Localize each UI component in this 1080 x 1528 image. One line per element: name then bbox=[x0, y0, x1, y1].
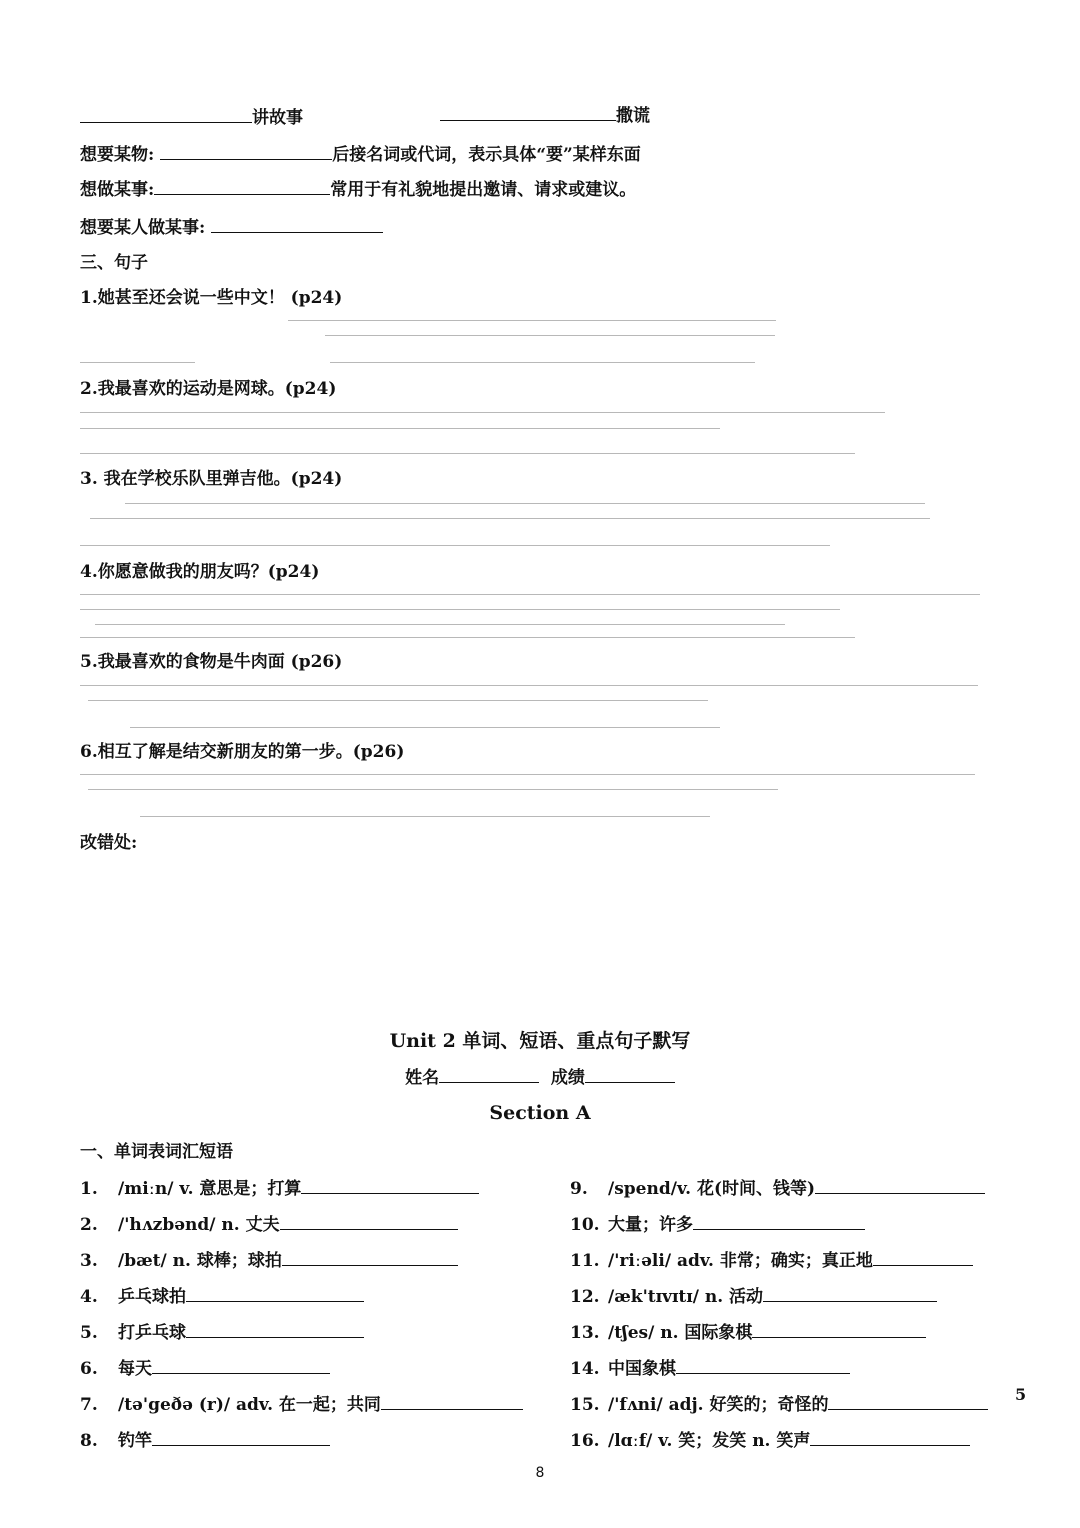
sentence-5: 5.我最喜欢的食物是牛肉面 (p26) bbox=[80, 652, 343, 672]
page-number: 8 bbox=[535, 1465, 545, 1481]
answer-blank[interactable] bbox=[763, 1285, 937, 1302]
sentence-1: 1.她甚至还会说一些中文！ (p24) bbox=[80, 288, 343, 308]
margin-page-number: 5 bbox=[1015, 1385, 1027, 1404]
phrase-tell-story: 讲故事 bbox=[80, 106, 303, 129]
answer-blank[interactable] bbox=[693, 1213, 865, 1230]
vocab-item: 13. /tʃes/ n. 国际象棋 bbox=[570, 1321, 926, 1344]
vocab-item: 2. /'hʌzbənd/ n. 丈夫 bbox=[80, 1213, 458, 1236]
phrase-lie: 撒谎 bbox=[440, 104, 650, 127]
writing-line[interactable] bbox=[288, 320, 776, 321]
answer-blank[interactable] bbox=[752, 1321, 926, 1338]
answer-blank[interactable] bbox=[280, 1213, 458, 1230]
sentence-6: 6.相互了解是结交新朋友的第一步。(p26) bbox=[80, 742, 405, 762]
answer-blank[interactable] bbox=[152, 1429, 330, 1446]
vocab-item: 7. /tə'geðə (r)/ adv. 在一起；共同 bbox=[80, 1393, 523, 1416]
writing-line[interactable] bbox=[80, 685, 978, 686]
writing-line[interactable] bbox=[90, 518, 930, 519]
prompt-want-to-do: 想做某事: 常用于有礼貌地提出邀请、请求或建议。 bbox=[80, 180, 637, 200]
prompt-want-someone-to-do: 想要某人做某事: bbox=[80, 216, 383, 239]
answer-blank[interactable] bbox=[152, 1357, 330, 1374]
vocab-item: 12. /æk'tɪvɪtɪ/ n. 活动 bbox=[570, 1285, 937, 1308]
score-label: 成绩 bbox=[550, 1068, 585, 1088]
writing-line[interactable] bbox=[88, 700, 708, 701]
section-title: Section A bbox=[489, 1102, 591, 1124]
answer-blank[interactable] bbox=[828, 1393, 988, 1410]
answer-blank[interactable] bbox=[80, 106, 252, 123]
writing-line[interactable] bbox=[80, 594, 980, 595]
writing-line[interactable] bbox=[80, 774, 975, 775]
writing-line[interactable] bbox=[330, 362, 755, 363]
answer-blank[interactable] bbox=[186, 1321, 364, 1338]
section-heading-sentences: 三、句子 bbox=[80, 253, 148, 273]
vocab-item: 5. 打乒乓球 bbox=[80, 1321, 364, 1344]
name-score-row bbox=[0, 1066, 1080, 1089]
sentence-4: 4.你愿意做我的朋友吗？(p24) bbox=[80, 562, 320, 582]
vocab-item: 3. /bæt/ n. 球棒；球拍 bbox=[80, 1249, 458, 1272]
prompt-want-something: 想要某物: 后接名词或代词，表示具体“要”某样东面 bbox=[80, 145, 641, 165]
writing-line[interactable] bbox=[325, 335, 775, 336]
writing-line[interactable] bbox=[80, 609, 840, 610]
corrections-label: 改错处: bbox=[80, 833, 138, 853]
vocab-item: 16. /lɑːf/ v. 笑；发笑 n. 笑声 bbox=[570, 1429, 970, 1452]
writing-line[interactable] bbox=[130, 727, 720, 728]
answer-blank[interactable] bbox=[160, 143, 332, 160]
answer-blank[interactable] bbox=[282, 1249, 458, 1266]
answer-blank[interactable] bbox=[301, 1177, 479, 1194]
vocab-item: 1. /miːn/ v. 意思是；打算 bbox=[80, 1177, 479, 1200]
vocab-item: 11. /'riːəli/ adv. 非常；确实；真正地 bbox=[570, 1249, 973, 1272]
vocab-item: 9. /spend/v. 花(时间、钱等) bbox=[570, 1177, 985, 1200]
vocab-item: 4. 乒乓球拍 bbox=[80, 1285, 364, 1308]
vocab-item: 15. /'fʌni/ adj. 好笑的；奇怪的 bbox=[570, 1393, 988, 1416]
answer-blank[interactable] bbox=[186, 1285, 364, 1302]
answer-blank[interactable] bbox=[154, 178, 330, 195]
vocab-item: 8. 钓竿 bbox=[80, 1429, 330, 1452]
sentence-3: 3. 我在学校乐队里弹吉他。(p24) bbox=[80, 469, 343, 489]
vocab-heading: 一、单词表词汇短语 bbox=[80, 1142, 233, 1162]
name-field[interactable] bbox=[439, 1066, 539, 1083]
writing-line[interactable] bbox=[88, 789, 778, 790]
answer-blank[interactable] bbox=[676, 1357, 850, 1374]
writing-line[interactable] bbox=[95, 624, 785, 625]
sentence-2: 2.我最喜欢的运动是网球。(p24) bbox=[80, 379, 337, 399]
unit2-title: Unit 2 单词、短语、重点句子默写 bbox=[389, 1030, 691, 1052]
name-label: 姓名 bbox=[405, 1068, 440, 1088]
answer-blank[interactable] bbox=[440, 104, 616, 121]
vocab-item: 14. 中国象棋 bbox=[570, 1357, 850, 1380]
writing-line[interactable] bbox=[80, 453, 855, 454]
writing-line[interactable] bbox=[80, 545, 830, 546]
answer-blank[interactable] bbox=[810, 1429, 970, 1446]
answer-blank[interactable] bbox=[873, 1249, 973, 1266]
answer-blank[interactable] bbox=[381, 1393, 523, 1410]
vocab-item: 10. 大量；许多 bbox=[570, 1213, 865, 1236]
writing-line[interactable] bbox=[80, 362, 195, 363]
writing-line[interactable] bbox=[125, 503, 925, 504]
answer-blank[interactable] bbox=[211, 216, 383, 233]
vocab-item: 6. 每天 bbox=[80, 1357, 330, 1380]
score-field[interactable] bbox=[585, 1066, 675, 1083]
answer-blank[interactable] bbox=[815, 1177, 985, 1194]
writing-line[interactable] bbox=[80, 412, 885, 413]
writing-line[interactable] bbox=[80, 637, 855, 638]
writing-line[interactable] bbox=[140, 816, 710, 817]
writing-line[interactable] bbox=[80, 428, 720, 429]
